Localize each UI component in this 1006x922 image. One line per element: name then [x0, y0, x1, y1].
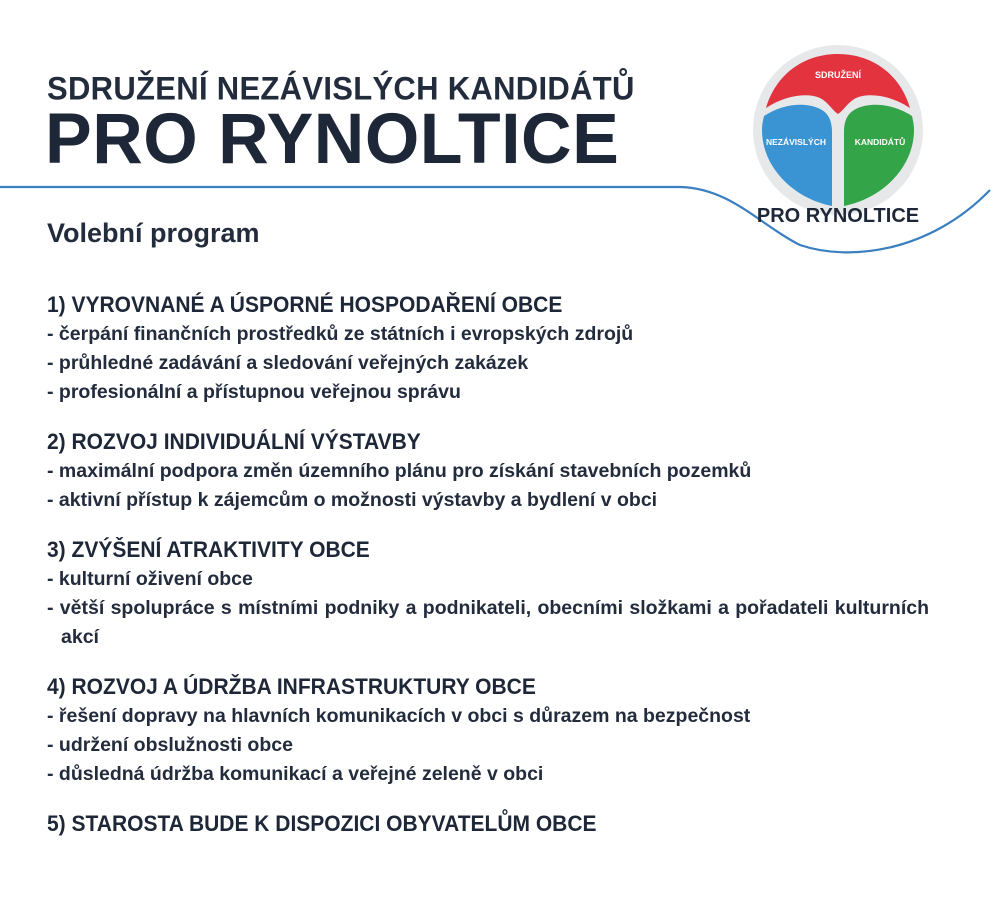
- organization-name: PRO RYNOLTICE: [45, 98, 620, 179]
- organization-line: SDRUŽENÍ NEZÁVISLÝCH KANDIDÁTŮ: [47, 70, 635, 107]
- section-heading: 4) ROZVOJ A ÚDRŽBA INFRASTRUKTURY OBCE: [47, 675, 536, 700]
- logo-caption: PRO RYNOLTICE: [756, 205, 920, 227]
- logo-left-label: NEZÁVISLÝCH: [766, 137, 826, 147]
- section-heading: 3) ZVÝŠENÍ ATRAKTIVITY OBCE: [47, 538, 370, 563]
- program-item: - řešení dopravy na hlavních komunikacích v obci s důrazem na bezpečnost: [47, 705, 751, 727]
- program-section: [47, 427, 937, 515]
- program-item: - průhledné zadávání a sledování veřejných zakázek: [47, 352, 529, 374]
- program-content: [47, 290, 937, 859]
- program-section: [47, 809, 937, 839]
- section-heading: 5) STAROSTA BUDE K DISPOZICI OBYVATELŮM OBCE: [47, 812, 597, 837]
- party-logo: [752, 44, 924, 232]
- program-section: [47, 672, 937, 789]
- logo-green-segment: [844, 105, 914, 206]
- program-section: [47, 535, 937, 652]
- logo-right-label: KANDIDÁTŮ: [854, 137, 906, 147]
- logo-top-label: SDRUŽENÍ: [814, 70, 862, 80]
- program-item: - důsledná údržba komunikací a veřejné zeleně v obci: [47, 763, 544, 785]
- program-title: Volební program: [47, 218, 260, 248]
- program-item: - profesionální a přístupnou veřejnou správu: [47, 381, 461, 403]
- program-item: - kulturní oživení obce: [47, 568, 253, 590]
- logo-blue-segment: [762, 105, 832, 206]
- section-heading: 1) VYROVNANÉ A ÚSPORNÉ HOSPODAŘENÍ OBCE: [47, 293, 563, 318]
- program-item: - udržení obslužnosti obce: [47, 734, 293, 756]
- program-item: - čerpání finančních prostředků ze státních i evropských zdrojů: [47, 323, 634, 345]
- program-item: - maximální podpora změn územního plánu pro získání stavebních pozemků: [47, 460, 752, 482]
- section-heading: 2) ROZVOJ INDIVIDUÁLNÍ VÝSTAVBY: [47, 430, 421, 455]
- program-item: - větší spolupráce s místními podniky a podnikateli, obecními složkami a pořadateli kulturních akcí: [47, 597, 929, 648]
- program-item: - aktivní přístup k zájemcům o možnosti výstavby a bydlení v obci: [47, 489, 658, 511]
- program-section: [47, 290, 937, 407]
